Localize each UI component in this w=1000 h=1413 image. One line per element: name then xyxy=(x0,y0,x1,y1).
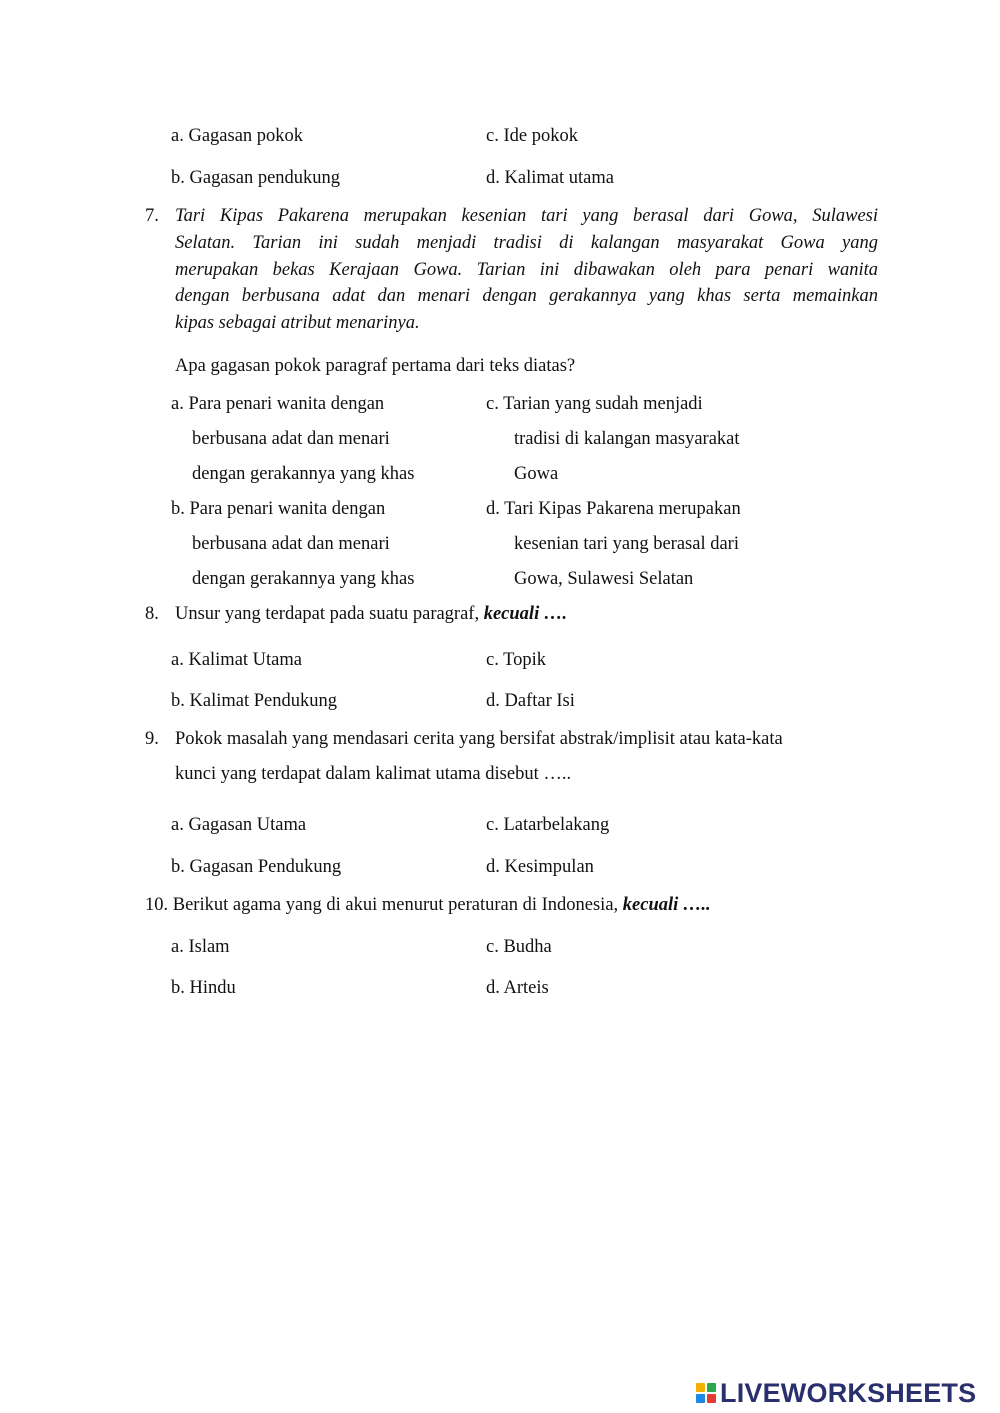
q8-question-emphasis: kecuali …. xyxy=(483,604,567,624)
logo-square-3 xyxy=(696,1394,705,1403)
q8-option-b[interactable]: b. Kalimat Pendukung xyxy=(171,691,337,711)
q7-option-a-line-3: dengan gerakannya yang khas xyxy=(192,464,415,484)
q8-question-text: Unsur yang terdapat pada suatu paragraf, xyxy=(175,604,484,624)
q10-option-a[interactable]: a. Islam xyxy=(171,937,230,957)
liveworksheets-logo-text: LIVEWORKSHEETS xyxy=(720,1377,977,1408)
q10-question-text: 10. Berikut agama yang di akui menurut peraturan di Indonesia, xyxy=(145,895,623,915)
prev-option-c[interactable]: c. Ide pokok xyxy=(486,126,578,146)
q7-option-c-line-3: Gowa xyxy=(514,464,559,484)
q7-option-c-line-2: tradisi di kalangan masyarakat xyxy=(514,429,740,449)
q8-question xyxy=(175,605,567,624)
q9-option-d[interactable]: d. Kesimpulan xyxy=(486,857,594,877)
logo-square-1 xyxy=(696,1383,705,1392)
q7-option-d-line-2: kesenian tari yang berasal dari xyxy=(514,534,739,554)
liveworksheets-logo-icon xyxy=(696,1383,716,1403)
q7-number: 7. xyxy=(145,206,159,226)
q9-option-b[interactable]: b. Gagasan Pendukung xyxy=(171,857,342,877)
q9-option-c[interactable]: c. Latarbelakang xyxy=(486,815,610,835)
q7-passage-line-2: Selatan. Tarian ini sudah menjadi tradisi di kalangan masyarakat Gowa yang xyxy=(175,233,878,253)
q10-question xyxy=(145,896,711,915)
q9-number: 9. xyxy=(145,729,159,749)
prev-option-d[interactable]: d. Kalimat utama xyxy=(486,168,614,188)
q7-option-b-line-2: berbusana adat dan menari xyxy=(192,534,390,554)
q9-option-a[interactable]: a. Gagasan Utama xyxy=(171,815,307,835)
q7-passage-line-1: Tari Kipas Pakarena merupakan kesenian tari yang berasal dari Gowa, Sulawesi xyxy=(175,206,878,226)
logo-square-4 xyxy=(707,1394,716,1403)
q7-passage-line-3: merupakan bekas Kerajaan Gowa. Tarian ini dibawakan oleh para penari wanita xyxy=(175,260,878,280)
q7-passage-line-5: kipas sebagai atribut menarinya. xyxy=(175,313,420,333)
q7-question: Apa gagasan pokok paragraf pertama dari teks diatas? xyxy=(175,356,576,376)
q7-option-d-line-3: Gowa, Sulawesi Selatan xyxy=(514,569,694,589)
q9-question-line-2: kunci yang terdapat dalam kalimat utama disebut ….. xyxy=(175,764,572,784)
q7-option-d-line-1: d. Tari Kipas Pakarena merupakan xyxy=(486,499,741,519)
q8-option-d[interactable]: d. Daftar Isi xyxy=(486,691,575,711)
q8-option-a[interactable]: a. Kalimat Utama xyxy=(171,650,302,670)
q7-option-b-line-1: b. Para penari wanita dengan xyxy=(171,499,386,519)
q10-question-emphasis: kecuali ….. xyxy=(622,895,711,915)
q7-option-a-line-2: berbusana adat dan menari xyxy=(192,429,390,449)
q9-question-line-1: Pokok masalah yang mendasari cerita yang bersifat abstrak/implisit atau kata-kata xyxy=(175,729,783,749)
q7-option-c-line-1: c. Tarian yang sudah menjadi xyxy=(486,394,703,414)
q7-option-a-line-1: a. Para penari wanita dengan xyxy=(171,394,385,414)
q8-option-c[interactable]: c. Topik xyxy=(486,650,547,670)
q7-passage-line-4: dengan berbusana adat dan menari dengan gerakannya yang khas serta memainkan xyxy=(175,286,878,306)
liveworksheets-logo xyxy=(696,1378,976,1408)
logo-square-2 xyxy=(707,1383,716,1392)
prev-option-a[interactable]: a. Gagasan pokok xyxy=(171,126,304,146)
q7-option-b-line-3: dengan gerakannya yang khas xyxy=(192,569,415,589)
prev-option-b[interactable]: b. Gagasan pendukung xyxy=(171,168,341,188)
q10-option-b[interactable]: b. Hindu xyxy=(171,978,236,998)
q10-option-d[interactable]: d. Arteis xyxy=(486,978,549,998)
q10-option-c[interactable]: c. Budha xyxy=(486,937,552,957)
q8-number: 8. xyxy=(145,604,159,624)
